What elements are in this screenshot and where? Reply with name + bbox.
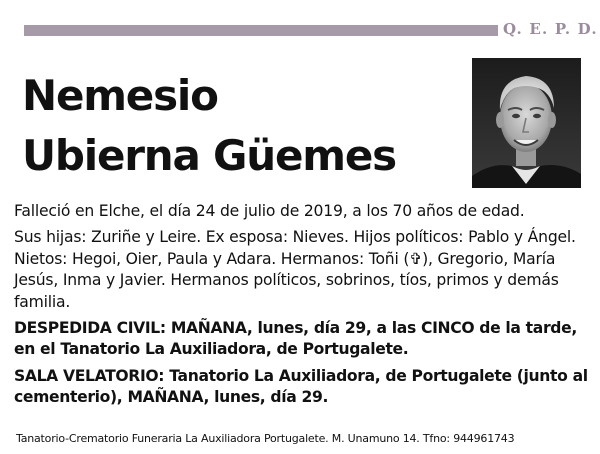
- portrait-photo-image: [472, 58, 581, 188]
- farewell-ceremony: DESPEDIDA CIVIL: MAÑANA, lunes, día 29, a las CINCO de la tarde, en el Tanatorio La Auxiliadora, de Portugalete.: [14, 319, 577, 359]
- family-list: Sus hijas: Zuriñe y Leire. Ex esposa: Nieves. Hijos políticos: Pablo y Ángel. Nietos: Hegoi, Oier, Paula y Adara. Hermanos: Toñi (✞), Gregorio, María Jesús, Inma y Javier. Hermanos políticos, sobrinos, tíos, primos y demás familia.: [14, 228, 576, 311]
- wake-room: SALA VELATORIO: Tanatorio La Auxiliadora, de Portugalete (junto al cementerio), MAÑANA, lunes, día 29.: [14, 366, 588, 407]
- deceased-name-first: Nemesio: [22, 71, 218, 120]
- deceased-name-surnames: Ubierna Güemes: [22, 131, 396, 180]
- death-announcement: Falleció en Elche, el día 24 de julio de 2019, a los 70 años de edad.: [14, 202, 525, 220]
- deceased-name: [22, 66, 396, 186]
- funeral-home-footer: Tanatorio-Crematorio Funeraria La Auxiliadora Portugalete. M. Unamuno 14. Tfno: 944961743: [16, 432, 515, 445]
- portrait-photo: [472, 58, 581, 188]
- header-bar: [24, 25, 498, 36]
- header-tag: Q. E. P. D.: [503, 20, 598, 38]
- obituary-body: [14, 201, 592, 414]
